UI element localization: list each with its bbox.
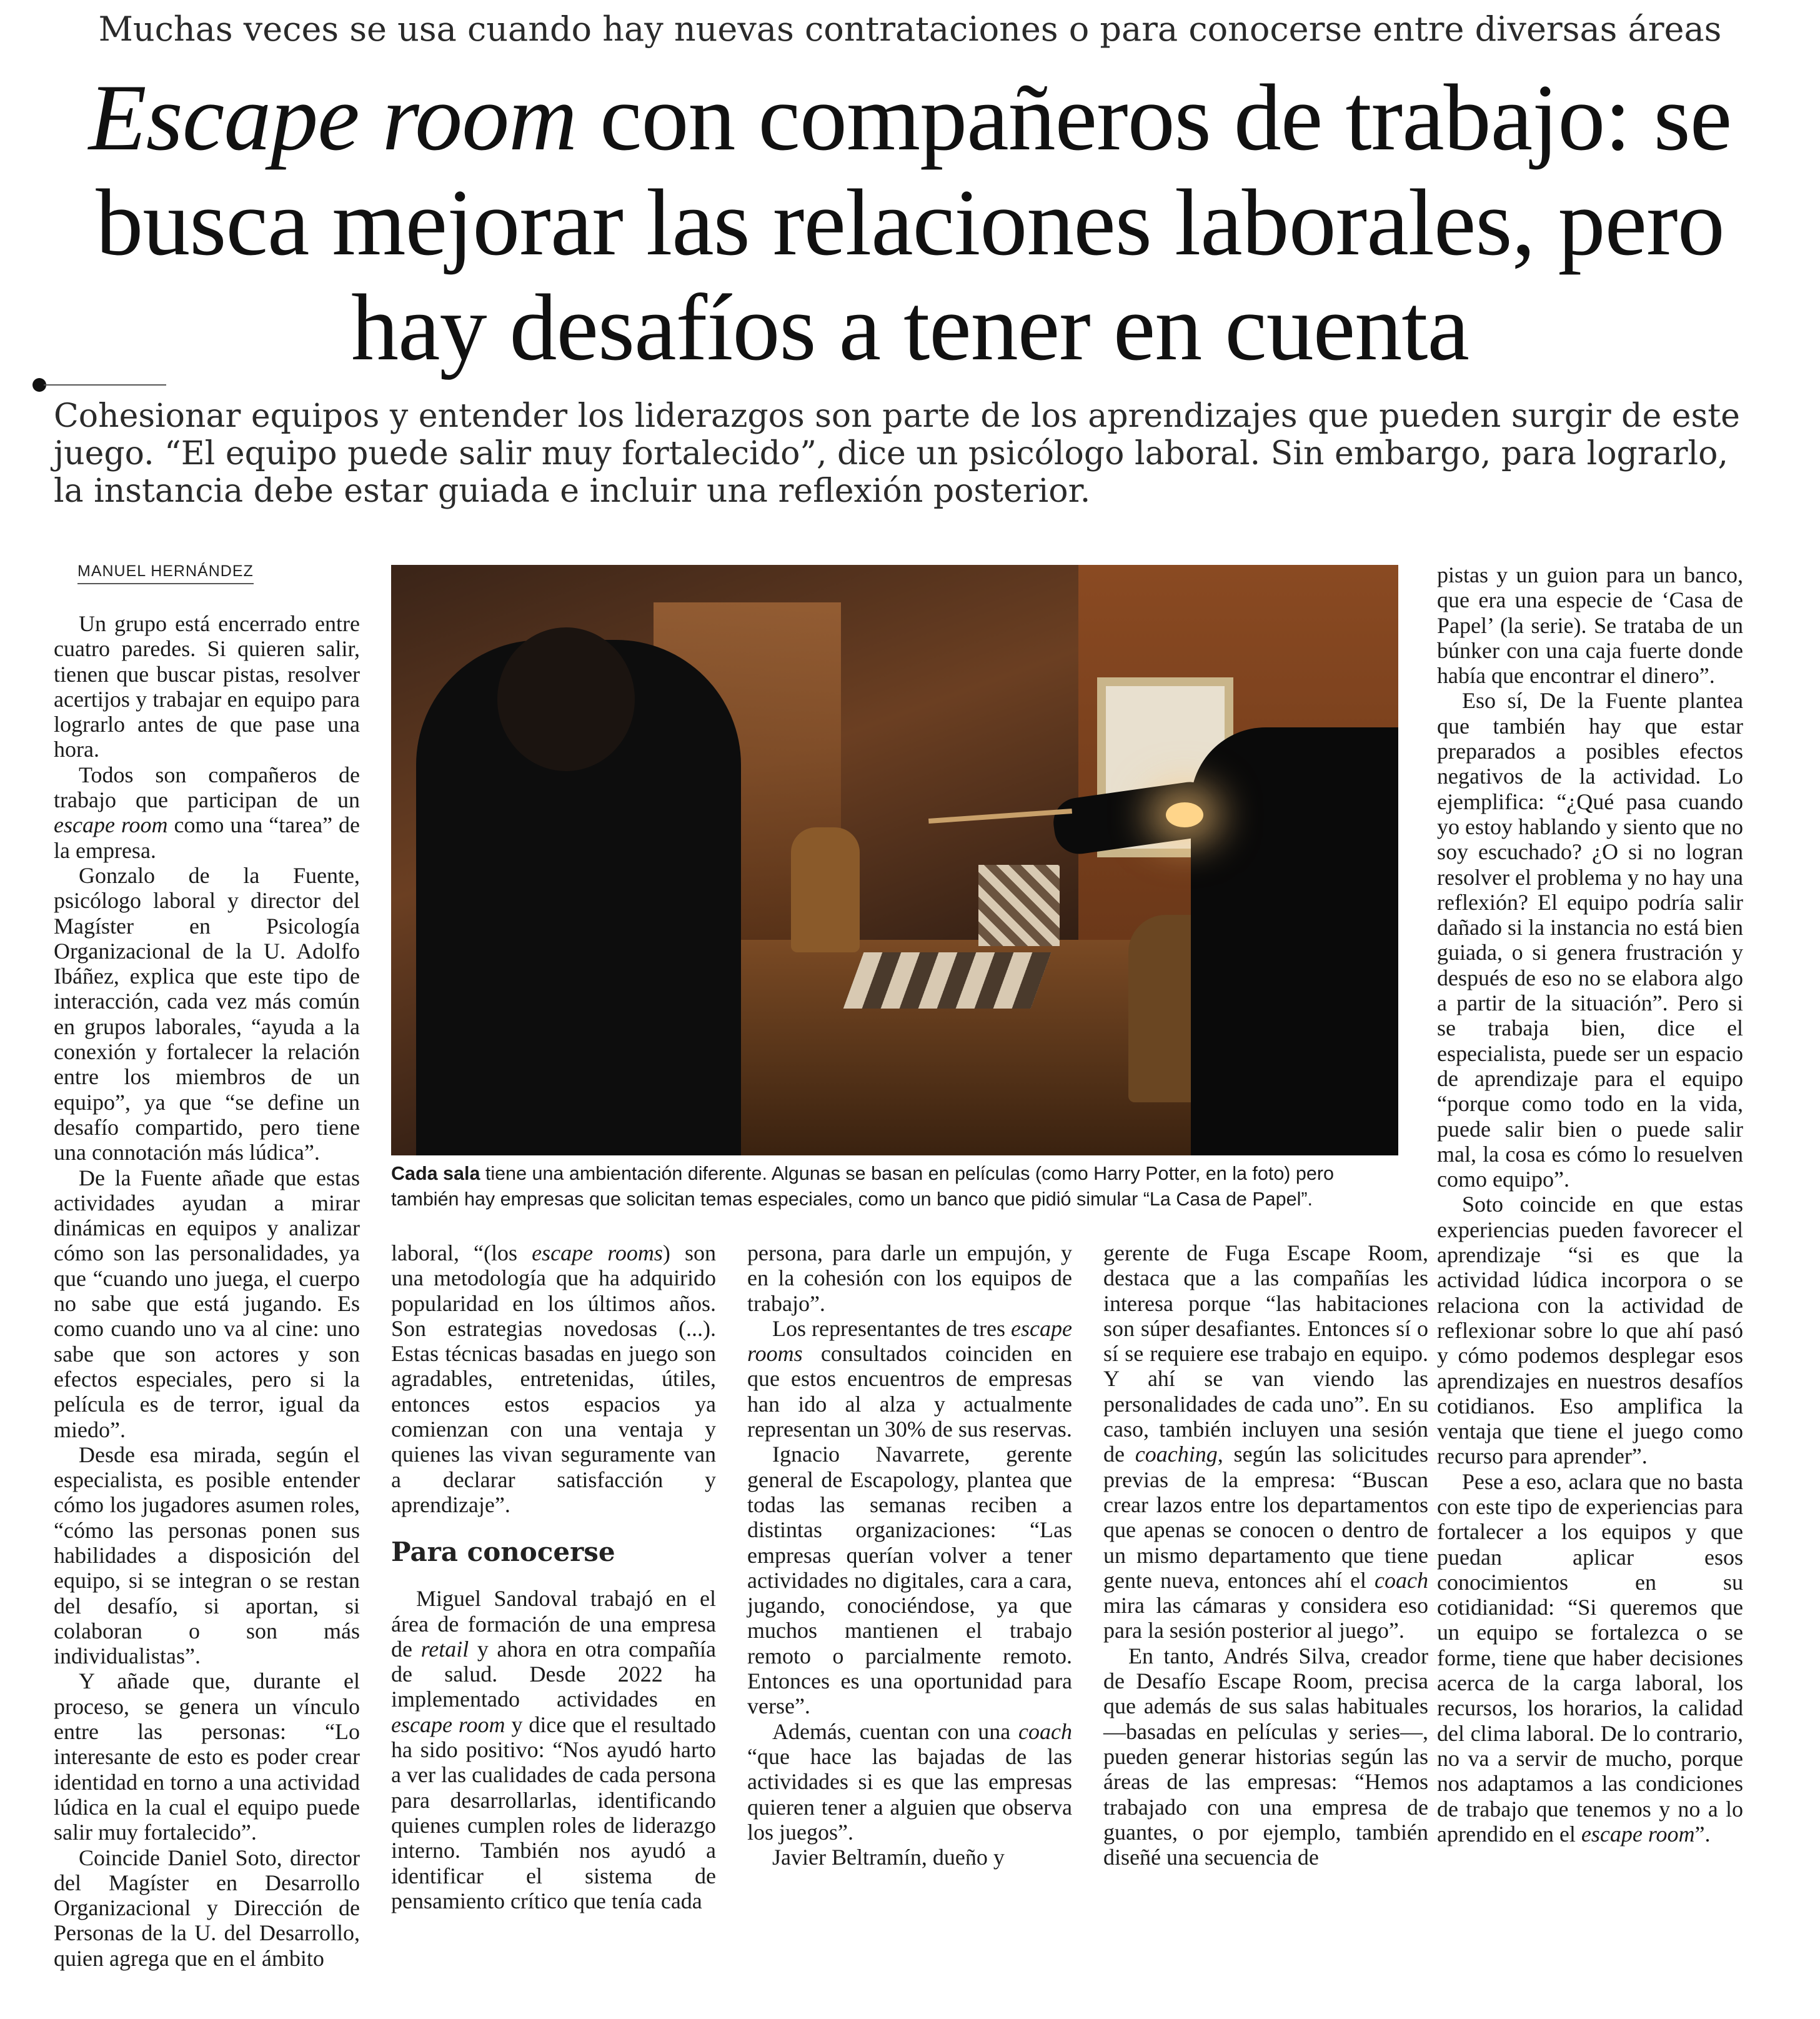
subheading: Para conocerse [391, 1537, 615, 1568]
paragraph: Pese a eso, aclara que no basta con este tipo de experiencias para fortalecer a los equipos y que puedan aplicar esos conocimientos en su cotidianidad: “Si queremos que un equipo se fortalezca o se forme, tiene que haber decisiones acerca de la carga laboral, los recursos, los horarios, la calidad del clima laboral. De lo contrario, no va a servir de mucho, porque nos adaptamos a las condiciones de trabajo que tenemos y no a lo aprendido en el escape room”. [1437, 1468, 1743, 1847]
photo-lamp [1166, 802, 1203, 827]
photo-wand [928, 809, 1072, 824]
column-1 [54, 611, 360, 1971]
photo-lion-statue [791, 827, 860, 952]
photo-caption [391, 1161, 1398, 1212]
paragraph: pistas y un guion para un banco, que era una especie de ‘Casa de Papel’ (la serie). Se trataba de un búnker con una caja fuerte donde había que encontrar el dinero”. [1437, 562, 1743, 689]
caption-lead: Cada sala [391, 1163, 480, 1184]
paragraph: De la Fuente añade que estas actividades ayudan a mirar dinámicas en equipos y analizar cómo son las personalidades, ya que “cuando uno juega, el cuerpo no sabe que está jugando. Es como cuando uno va al cine: uno sabe que son actores y son efectos especiales, pero si la película es de terror, igual da miedo”. [54, 1165, 360, 1442]
paragraph: Un grupo está encerrado entre cuatro paredes. Si quieren salir, tienen que buscar pistas, resolver acertijos y trabajar en equipo para lograrlo antes de que pase una hora. [54, 611, 360, 762]
paragraph: Eso sí, De la Fuente plantea que también hay que estar preparados a posibles efectos negativos de la actividad. Lo ejemplifica: “¿Qué pasa cuando yo estoy hablando y siento que no soy escuchado? ¿O si no logran resolver el problema y no hay una reflexión? El equipo podría salir dañado si la instancia no está bien guiada, o si genera frustración y después de eso no se elabora algo a partir de la situación”. Pero si se trabaja bien, dice el especialista, puede ser un espacio de aprendizaje para el equipo “porque como todo en la vida, puede salir bien o puede salir mal, la cosa es cómo lo resuelven como equipo”. [1437, 688, 1743, 1192]
photo-chessboard [843, 952, 1052, 1009]
photo-person [1191, 727, 1398, 1155]
column-2 [391, 1240, 716, 1913]
paragraph: Javier Beltramín, dueño y [772, 1845, 1005, 1870]
paragraph: Miguel Sandoval trabajó en el área de formación de una empresa de retail y ahora en otra compañía de salud. Desde 2022 ha implementado actividades en escape room y dice que el resultado ha sido positivo: “Nos ayudó harto a ver las cualidades de cada persona para desarrollarlas, identificando quienes cumplen roles de liderazgo interno. También nos ayudó a identificar el sistema de pensamiento crítico que tenía cada [391, 1586, 716, 1913]
column-5 [1437, 562, 1743, 1847]
paragraph: Soto coincide en que estas experiencias pueden favorecer el aprendizaje “si es que la actividad lúdica incorpora o se relaciona con la actividad de reflexionar sobre lo que ahí pasó y cómo podemos desplegar esos aprendizajes en nuestros desafíos cotidianos. Eso amplifica la ventaja que tiene el juego como recurso para aprender”. [1437, 1192, 1743, 1469]
paragraph: Y añade que, durante el proceso, se genera un vínculo entre las personas: “Lo interesante de esto es poder crear identidad en torno a una actividad lúdica en la cual el equipo puede salir muy fortalecido”. [54, 1668, 360, 1845]
paragraph: Ignacio Navarrete, gerente general de Escapology, plantea que todas las semanas reciben a distintas organizaciones: “Las empresas querían volver a tener actividades no digitales, cara a cara, jugando, conociéndose, ya que muchos mantienen el trabajo remoto o parcialmente remoto. Entonces es una oportunidad para verse”. [747, 1442, 1072, 1719]
paragraph: Además, cuentan con una coach “que hace las bajadas de las actividades si es que las empresas quieren tener a alguien que observa los juegos”. [747, 1718, 1072, 1845]
column-3 [747, 1240, 1072, 1870]
paragraph: Desde esa mirada, según el especialista, es posible entender cómo los jugadores asumen roles, “cómo las personas ponen sus habilidades a disposición del equipo, si se integran o se restan del desafío, si aportan, si colaboran o son más individualistas”. [54, 1442, 360, 1669]
byline: MANUEL HERNÁNDEZ [77, 562, 254, 584]
photo-person-head [497, 627, 635, 771]
dek: Cohesionar equipos y entender los liderazgos son parte de los aprendizajes que pueden surgir de este juego. “El equipo puede salir muy fortalecido”, dice un psicólogo laboral. Sin embargo, para lograrlo, la instancia debe estar guiada e incluir una reflexión posterior. [54, 397, 1740, 510]
column-4 [1103, 1240, 1428, 1870]
caption-text: tiene una ambientación diferente. Algunas se basan en películas (como Harry Potter, en la foto) pero también hay empresas que solicitan temas especiales, como un banco que pidió simular “La Casa de Papel”. [391, 1163, 1334, 1210]
paragraph: Gonzalo de la Fuente, psicólogo laboral y director del Magíster en Psicología Organizacional de la U. Adolfo Ibáñez, explica que este tipo de interacción, cada vez más común en grupos laborales, “ayuda a la conexión y fortalecer la relación entre los miembros de un equipo”, ya que “se define un desafío compartido, pero tiene una connotación más lúdica”. [54, 862, 360, 1165]
paragraph: Los representantes de tres escape rooms consultados coinciden en que estos encuentros de empresas han ido al alza y actualmente representan un 30% de sus reservas. [747, 1315, 1072, 1442]
paragraph: laboral, “(los escape rooms) son una metodología que ha adquirido popularidad en los últimos años. Son estrategias novedosas (...). Estas técnicas basadas en juego son agradables, entretenidas, útiles, entonces estos espacios ya comienzan con una ventaja y quienes las vivan seguramente van a declarar satisfacción y aprendizaje”. [391, 1240, 716, 1517]
article-photo [391, 565, 1398, 1155]
kicker: Muchas veces se usa cuando hay nuevas contrataciones o para conocerse entre diversas áreas [98, 9, 1722, 49]
photo-upright-chessboard [978, 865, 1060, 946]
paragraph: Coincide Daniel Soto, director del Magíster en Desarrollo Organizacional y Dirección de Personas de la U. del Desarrollo, quien agrega que en el ámbito [54, 1845, 360, 1971]
paragraph: En tanto, Andrés Silva, creador de Desafío Escape Room, precisa que además de sus salas habituales —basadas en películas y series—, pueden generar historias según las áreas de las empresas: “Hemos trabajado con una empresa de guantes, o por ejemplo, también diseñé una secuencia de [1103, 1643, 1428, 1870]
dek-rule [44, 384, 166, 386]
paragraph: persona, para darle un empujón, y en la cohesión con los equipos de trabajo”. [747, 1240, 1072, 1316]
headline-italic: Escape room [88, 65, 577, 170]
headline [25, 65, 1795, 380]
paragraph: Todos son compañeros de trabajo que participan de un escape room como una “tarea” de la empresa. [54, 762, 360, 863]
paragraph: gerente de Fuga Escape Room, destaca que a las compañías les interesa porque “las habitaciones son súper desafiantes. Entonces sí o sí se requiere ese trabajo en equipo. Y ahí se van viendo las personalidades de cada uno”. En su caso, también incluyen una sesión de coaching, según las solicitudes previas de la empresa: “Buscan crear lazos entre los departamentos que apenas se conocen o dentro de un mismo departamento que tiene gente nueva, entonces ahí el coach mira las cámaras y considera eso para la sesión posterior al juego”. [1103, 1240, 1428, 1643]
headline-rest: con compañeros de trabajo: se busca mejorar las relaciones laborales, pero hay desafíos a tener en cuenta [96, 65, 1732, 380]
